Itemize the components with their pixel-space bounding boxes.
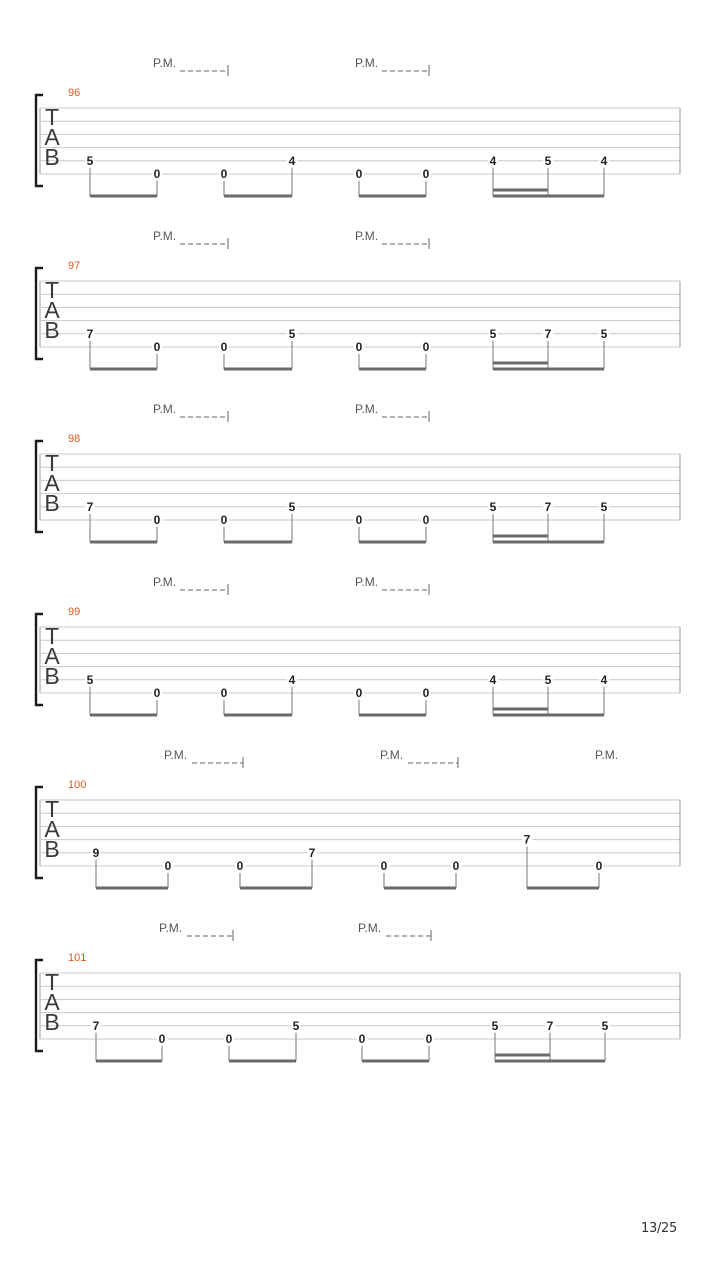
tab-clef-letter: T — [44, 450, 60, 476]
palm-mute-label: P.M. — [355, 402, 379, 416]
fret-number: 0 — [422, 340, 430, 354]
fret-number: 4 — [489, 672, 497, 687]
tab-system-97 — [36, 229, 680, 369]
fret-number: 7 — [544, 326, 552, 341]
palm-mute-label: P.M. — [355, 229, 379, 243]
fret-number: 0 — [422, 513, 430, 527]
fret-number: 0 — [452, 859, 460, 873]
tab-clef-letter: T — [44, 623, 60, 649]
fret-number: 7 — [308, 845, 316, 860]
fret-number: 5 — [86, 672, 94, 687]
fret-number: 7 — [544, 499, 552, 514]
tab-clef-letter: A — [44, 297, 60, 323]
fret-number: 5 — [292, 1018, 300, 1033]
fret-number: 4 — [489, 153, 497, 168]
palm-mute-label: P.M. — [153, 229, 177, 243]
palm-mute-label: P.M. — [153, 402, 177, 416]
fret-number: 5 — [491, 1018, 499, 1033]
palm-mute-label: P.M. — [153, 575, 177, 589]
tab-clef-letter: A — [44, 643, 60, 669]
measure-number: 99 — [68, 606, 81, 618]
fret-number: 7 — [86, 326, 94, 341]
measure-number: 101 — [68, 952, 87, 964]
fret-number: 0 — [220, 340, 228, 354]
page-number: 13/25 — [641, 1221, 677, 1236]
fret-number: 4 — [600, 672, 608, 687]
tab-clef-letter: B — [44, 1009, 60, 1035]
tab-clef-letter: A — [44, 989, 60, 1015]
fret-number: 0 — [220, 167, 228, 181]
fret-number: 5 — [288, 499, 296, 514]
measure-number: 100 — [68, 779, 87, 791]
fret-number: 0 — [380, 859, 388, 873]
tab-clef-letter: B — [44, 144, 60, 170]
tab-clef-letter: A — [44, 124, 60, 150]
tab-clef-letter: A — [44, 470, 60, 496]
fret-number: 9 — [92, 845, 100, 860]
fret-number: 0 — [220, 686, 228, 700]
tab-system-98 — [36, 402, 680, 542]
palm-mute-label: P.M. — [159, 921, 183, 935]
palm-mute-label: P.M. — [380, 748, 404, 762]
fret-number: 5 — [489, 499, 497, 514]
measure-number: 97 — [68, 260, 81, 272]
fret-number: 5 — [600, 326, 608, 341]
fret-number: 0 — [153, 340, 161, 354]
tab-clef-letter: T — [44, 796, 60, 822]
fret-number: 0 — [355, 513, 363, 527]
tab-clef-letter: A — [44, 816, 60, 842]
fret-number: 0 — [358, 1032, 366, 1046]
tab-clef-letter: T — [44, 277, 60, 303]
fret-number: 5 — [600, 499, 608, 514]
fret-number: 5 — [86, 153, 94, 168]
tab-clef-letter: B — [44, 490, 60, 516]
palm-mute-label: P.M. — [164, 748, 188, 762]
fret-number: 5 — [601, 1018, 609, 1033]
palm-mute-label: P.M. — [358, 921, 382, 935]
fret-number: 0 — [355, 167, 363, 181]
measure-number: 96 — [68, 87, 81, 99]
fret-number: 0 — [236, 859, 244, 873]
tab-system-100 — [36, 748, 680, 888]
fret-number: 7 — [546, 1018, 554, 1033]
palm-mute-label: P.M. — [153, 56, 177, 70]
tab-system-96 — [36, 56, 680, 196]
tab-clef-letter: T — [44, 104, 60, 130]
fret-number: 0 — [153, 167, 161, 181]
tab-clef-letter: B — [44, 836, 60, 862]
fret-number: 0 — [422, 686, 430, 700]
tab-clef-letter: B — [44, 317, 60, 343]
fret-number: 5 — [544, 153, 552, 168]
fret-number: 0 — [355, 686, 363, 700]
fret-number: 4 — [288, 153, 296, 168]
fret-number: 7 — [92, 1018, 100, 1033]
fret-number: 7 — [523, 832, 531, 847]
fret-number: 0 — [220, 513, 228, 527]
palm-mute-label: P.M. — [355, 575, 379, 589]
fret-number: 5 — [544, 672, 552, 687]
fret-number: 7 — [86, 499, 94, 514]
fret-number: 0 — [425, 1032, 433, 1046]
tab-clef-letter: B — [44, 663, 60, 689]
fret-number: 4 — [600, 153, 608, 168]
fret-number: 0 — [164, 859, 172, 873]
fret-number: 5 — [489, 326, 497, 341]
fret-number: 5 — [288, 326, 296, 341]
measure-number: 98 — [68, 433, 81, 445]
fret-number: 0 — [225, 1032, 233, 1046]
tab-clef-letter: T — [44, 969, 60, 995]
fret-number: 0 — [355, 340, 363, 354]
fret-number: 0 — [422, 167, 430, 181]
fret-number: 0 — [153, 686, 161, 700]
fret-number: 0 — [158, 1032, 166, 1046]
tab-system-99 — [36, 575, 680, 715]
palm-mute-label: P.M. — [355, 56, 379, 70]
fret-number: 0 — [153, 513, 161, 527]
tab-system-101 — [36, 921, 680, 1061]
palm-mute-label: P.M. — [595, 748, 619, 762]
fret-number: 0 — [595, 859, 603, 873]
fret-number: 4 — [288, 672, 296, 687]
